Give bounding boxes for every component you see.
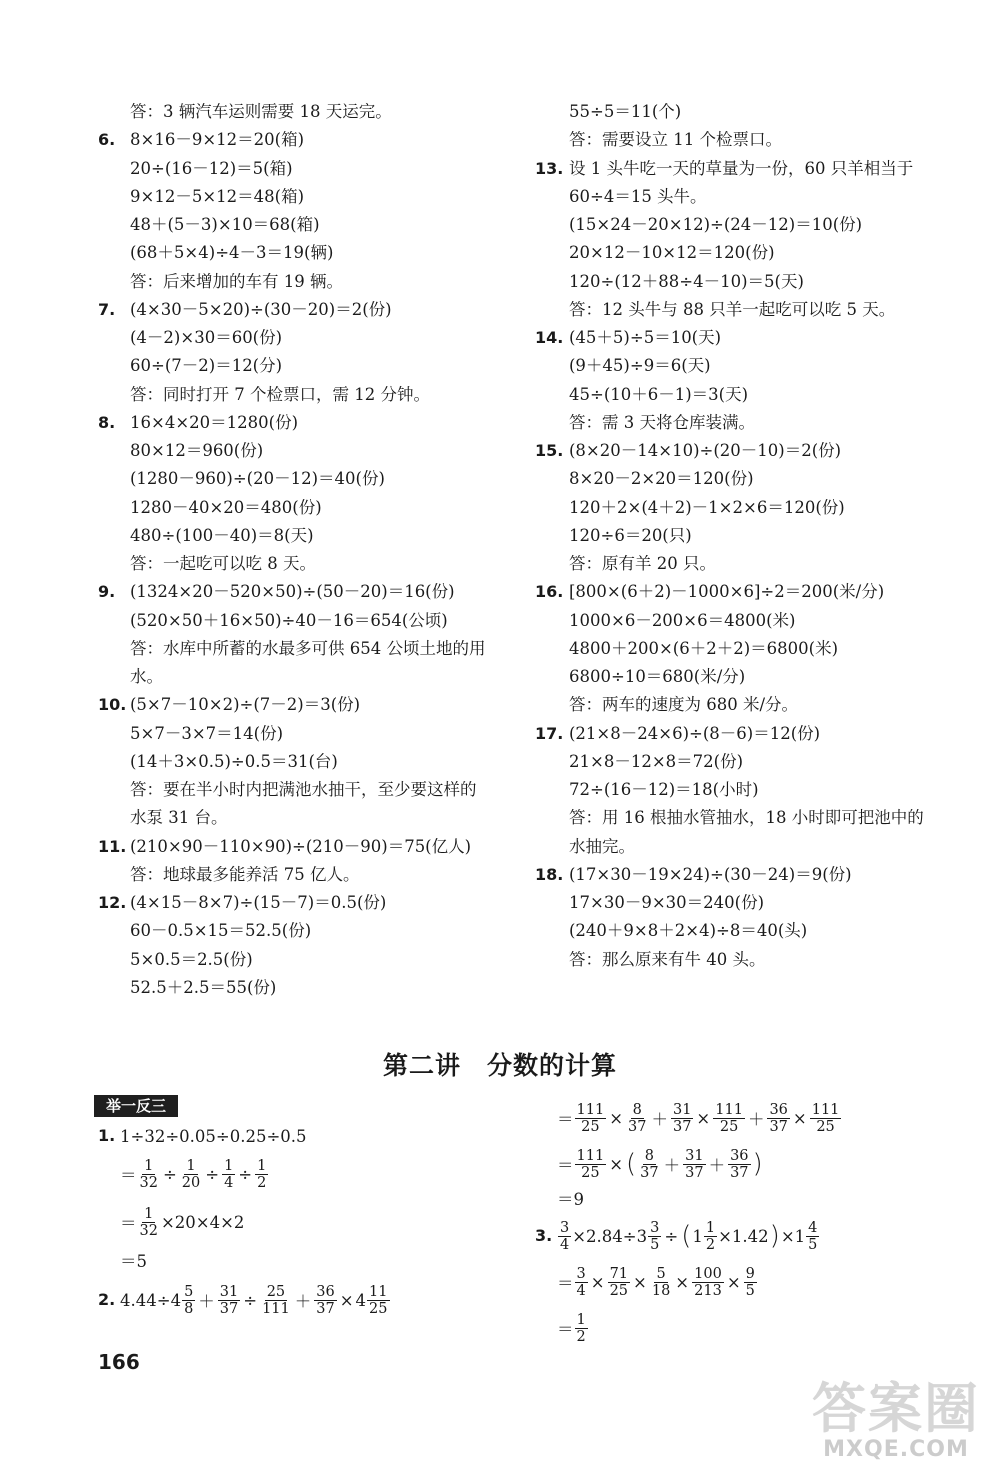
math-line: ＝ $\frac{1}{32}$ ×20×4×2 [120,1205,245,1239]
math-line: ＝ $\frac{3}{4}$ × $\frac{71}{25}$ × $\frac{5}{18}$ × $\frac{100}{213}$ × $\frac{9}{5}$ [557,1265,755,1299]
solution-line: 9×12－5×12＝48(箱) [130,186,305,206]
problem-number: 12. [98,893,127,912]
fraction: $\frac{1}{2}$ [705,1219,716,1253]
problem-number: 6. [98,130,116,150]
solution-line: 8×20－2×20＝120(份) [569,469,754,489]
solution-line: 17×30－9×30＝240(份) [569,893,765,912]
fraction: $\frac{100}{213}$ [694,1265,722,1299]
solution-line: (15×24－20×12)÷(24－12)＝10(份) [569,215,863,234]
solution-line: 5×0.5＝2.5(份) [130,949,253,969]
solution-line: (21×8－24×6)÷(8－6)＝12(份) [569,723,821,743]
solution-line: 20÷(16－12)＝5(箱) [130,158,293,178]
answer-line: 答：同时打开 7 个检票口，需 12 分钟。 [130,384,430,404]
solution-line: (5×7－10×2)÷(7－2)＝3(份) [130,695,361,715]
solution-line: [800×(6＋2)－1000×6]÷2＝200(米/分) [569,582,885,602]
fraction: $\frac{111}{25}$ [576,1101,605,1135]
solution-line: (45＋5)÷5＝10(天) [569,328,722,347]
fraction: $\frac{3}{4}$ [560,1219,570,1253]
problem-number: 17. [535,723,564,743]
solution-line: (240＋9×8＋2×4)÷8＝40(头) [569,921,808,941]
page-number: 166 [98,1350,140,1374]
solution-line: 52.5＋2.5＝55(份) [130,977,277,997]
fraction: $\frac{25}{111}$ [262,1283,290,1317]
solution-line: 20×12－10×12＝120(份) [569,243,775,263]
fraction: 4 5 [808,1219,818,1253]
solution-line: 48＋(5－3)×10＝68(箱) [130,215,320,234]
fraction: 5 8 [184,1283,194,1317]
solution-line: (210×90－110×90)÷(210－90)＝75(亿人) [130,836,472,856]
solution-line: 1000×6－200×6＝4800(米) [569,610,796,630]
answer-line: 答：3 辆汽车运则需要 18 天运完。 [130,102,392,121]
answer-line: 答：原有羊 20 只。 [569,554,716,573]
fraction: $\frac{1}{32}$ [139,1157,158,1191]
problem-number: 1. [98,1126,116,1145]
fraction: $\frac{31}{37}$ [672,1101,692,1135]
problem-number: 11. [98,836,127,856]
fraction: $\frac{1}{32}$ [139,1205,158,1239]
fraction: $\frac{1}{20}$ [181,1157,201,1191]
answer-line: 答：一起吃可以吃 8 天。 [130,554,316,573]
fraction: $\frac{36}{37}$ [769,1101,788,1135]
fraction: $\frac{1}{2}$ [257,1157,267,1191]
fraction: $\frac{36}{37}$ [316,1283,335,1317]
fraction: $\frac{8}{37}$ [628,1101,647,1135]
math-line: ＝5 [120,1252,147,1271]
answer-line: 答：需 3 天将仓库装满。 [569,412,755,432]
solution-line: (68＋5×4)÷4－3＝19(辆) [130,243,334,263]
solution-line: 16×4×20＝1280(份) [130,412,299,432]
answer-line: 答：地球最多能养活 75 亿人。 [130,864,360,884]
answer-line: 答：12 头牛与 88 只羊一起吃可以吃 5 天。 [569,299,896,319]
answer-line: 答：需要设立 11 个检票口。 [569,130,782,150]
solution-line: 55÷5＝11(个) [569,102,682,121]
watermark [812,1366,980,1462]
answer-line: 答：用 16 根抽水管抽水，18 小时即可把池中的 [569,808,924,828]
solution-line: 45÷(10＋6－1)＝3(天) [569,384,749,404]
solution-line: (17×30－19×24)÷(30－24)＝9(份) [569,864,852,884]
problem-number: 2. [98,1290,116,1309]
solution-line: 120＋2×(4＋2)－1×2×6＝120(份) [569,497,845,517]
section-title: 第二讲 分数的计算 [382,1051,617,1080]
solution-line: (520×50＋16×50)÷40－16＝654(公顷) [130,610,448,630]
math-line: ＝ 1 2 [557,1311,586,1345]
solution-line: (14＋3×0.5)÷0.5＝31(台) [130,751,338,771]
watermark-logo-text: 答案圈 [812,1377,980,1440]
math-line: ＝ $\frac{111}{25}$ × $\frac{8}{37}$ ＋ $\frac{31}{37}$ × $\frac{111}{25}$ ＋ $\frac{36}{37}$ × $\frac{111}{25}$ [557,1101,840,1135]
solution-line: 120÷6＝20(只) [569,525,692,545]
solution-line: (4×15－8×7)÷(15－7)＝0.5(份) [130,893,387,912]
math-line: ＝9 [557,1190,584,1209]
solution-line: 480÷(100－40)＝8(天) [130,525,314,545]
solution-line: 1280－40×20＝480(份) [130,497,322,517]
solution-line: (4×30－5×20)÷(30－20)＝2(份) [130,299,392,319]
solution-line: 水抽完。 [569,836,635,856]
problem-number: 8. [98,412,116,432]
problem-number: 3. [535,1226,553,1245]
solution-line: (1324×20－520×50)÷(50－20)＝16(份) [130,582,455,602]
solution-line: (8×20－14×10)÷(20－10)＝2(份) [569,441,842,460]
solution-line: 水泵 31 台。 [130,808,228,828]
fraction: $\frac{5}{18}$ [651,1265,671,1299]
solution-line: 水。 [130,667,163,686]
fraction: $\frac{111}{25}$ [715,1101,743,1135]
solution-line: 80×12＝960(份) [130,441,264,460]
math-line: 1÷32÷0.05÷0.25÷0.5 [120,1126,307,1146]
problem-number: 9. [98,582,116,602]
solution-line: 120÷(12＋88÷4－10)＝5(天) [569,271,804,291]
solution-line: (4－2)×30＝60(份) [130,328,283,347]
problem-number: 16. [535,582,564,602]
solution-line: 6800÷10＝680(米/分) [569,667,746,686]
fraction: $\frac{3}{4}$ [576,1265,586,1299]
problem-number: 13. [535,158,564,178]
problem-number: 15. [535,441,564,460]
solution-line: 4800＋200×(6＋2＋2)＝6800(米) [569,638,839,658]
solution-line: 60÷(7－2)＝12(分) [130,356,283,376]
answer-line: 答：两车的速度为 680 米/分。 [569,695,799,715]
practice-badge: 举一反三 [94,1095,178,1117]
fraction: $\frac{111}{25}$ [811,1101,840,1135]
fraction: $\frac{1}{4}$ [224,1157,234,1191]
solution-line: 21×8－12×8＝72(份) [569,751,744,771]
fraction: $\frac{111}{25}$ [576,1147,605,1181]
watermark-url: MXQE.COM [823,1437,969,1462]
solution-line: 60－0.5×15＝52.5(份) [130,921,312,941]
problem-number: 10. [98,695,127,715]
math-line: ＝ $\frac{1}{32}$ ÷ $\frac{1}{20}$ ÷ $\frac{1}{4}$ ÷ $\frac{1}{2}$ [120,1157,267,1191]
math-line: ＝ $\frac{111}{25}$ × ( 8 37 ＋ 31 37 ＋ 36 37 ) [557,1147,763,1181]
fraction: $\frac{9}{5}$ [745,1265,755,1299]
fraction: 11 25 [369,1283,388,1317]
fraction: $\frac{31}{37}$ [219,1283,239,1317]
problem-number: 14. [535,328,564,347]
solution-line: (1280－960)÷(20－12)＝40(份) [130,469,385,489]
solution-line: 72÷(16－12)＝18(小时) [569,780,759,799]
answer-line: 答：那么原来有牛 40 头。 [569,949,766,969]
fraction: 8 37 [640,1147,659,1181]
answer-line: 答：后来增加的车有 19 辆。 [130,271,343,291]
fraction: 1 2 [576,1311,586,1345]
fraction: 36 37 [730,1147,749,1181]
math-line: 4.44÷4 5 8 ＋ $\frac{31}{37}$ ÷ $\frac{25}{111}$ ＋ $\frac{36}{37}$ × 4 11 25 [120,1283,388,1317]
answer-line: 答：水库中所蓄的水最多可供 654 公顷土地的用 [130,638,486,658]
fraction: $\frac{3}{5}$ [650,1219,660,1253]
fraction: $\frac{71}{25}$ [609,1265,629,1299]
problem-number: 7. [98,299,116,319]
math-line: $\frac{3}{4}$ ×2.84÷3 $\frac{3}{5}$ ÷ ( 1 $\frac{1}{2}$ ×1.42 ) ×1 4 5 [560,1219,818,1253]
solution-line: 设 1 头牛吃一天的草量为一份，60 只羊相当于 [569,158,914,178]
solution-line: 5×7－3×7＝14(份) [130,723,284,743]
solution-line: 8×16－9×12＝20(箱) [130,130,305,150]
problem-number: 18. [535,864,564,884]
answer-line: 答：要在半小时内把满池水抽干，至少要这样的 [130,780,477,799]
fraction: 31 37 [685,1147,704,1181]
solution-line: 60÷4＝15 头牛。 [569,186,707,206]
solution-line: (9＋45)÷9＝6(天) [569,356,711,376]
